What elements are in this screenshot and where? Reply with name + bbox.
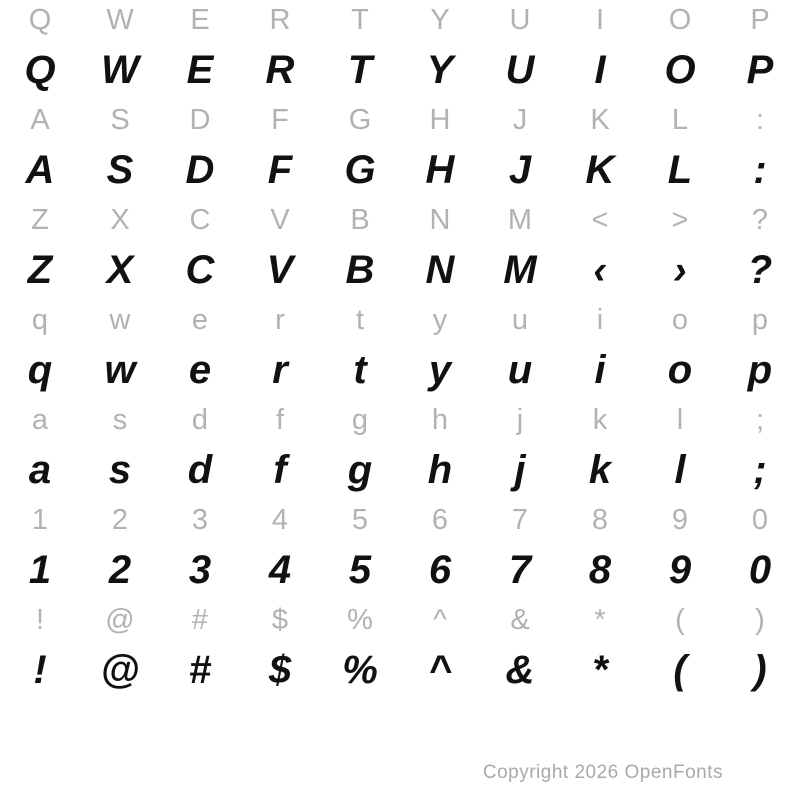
glyph-cell: f	[273, 448, 287, 492]
glyph-cell: q	[27, 348, 53, 392]
glyph-cell: ^	[433, 603, 447, 636]
glyph-cell: d	[187, 448, 213, 492]
glyph-cell: f	[275, 403, 285, 436]
glyph-cell: 1	[31, 503, 49, 536]
glyph-cell: s	[112, 403, 128, 436]
glyph-row-reference	[0, 100, 800, 140]
glyph-cell: p	[747, 348, 773, 392]
glyph-cell: i	[594, 348, 606, 392]
glyph-cell: N	[425, 248, 455, 292]
glyph-cell: y	[428, 348, 452, 392]
glyph-cell: 0	[751, 503, 769, 536]
glyph-cell: u	[507, 348, 533, 392]
glyph-cell: S	[106, 148, 134, 192]
glyph-row-pair-lowercase-home-row	[0, 400, 800, 500]
glyph-cell: Q	[24, 48, 56, 92]
glyph-cell: M	[507, 203, 533, 236]
glyph-cell: <	[591, 203, 609, 236]
glyph-cell: V	[270, 203, 290, 236]
glyph-cell: 6	[428, 548, 452, 592]
glyph-cell: R	[265, 48, 295, 92]
glyph-cell: h	[427, 448, 453, 492]
glyph-cell: (	[673, 648, 687, 692]
glyph-cell: &	[510, 603, 530, 636]
glyph-cell: j	[516, 403, 524, 436]
glyph-row-pair-uppercase-qwerty-row	[0, 0, 800, 100]
glyph-cell: M	[503, 248, 537, 292]
glyph-row-specimen	[0, 440, 800, 500]
glyph-cell: H	[425, 148, 455, 192]
glyph-cell: l	[674, 448, 686, 492]
glyph-cell: o	[667, 348, 693, 392]
glyph-cell: @	[100, 648, 140, 692]
glyph-row-reference	[0, 200, 800, 240]
glyph-cell: Y	[430, 3, 450, 36]
glyph-cell: %	[342, 648, 378, 692]
glyph-cell: K	[585, 148, 615, 192]
glyph-cell: p	[751, 303, 769, 336]
glyph-cell: Z	[27, 248, 53, 292]
glyph-cell: G	[344, 148, 376, 192]
glyph-cell: J	[508, 148, 532, 192]
glyph-cell: q	[31, 303, 49, 336]
glyph-cell: B	[350, 203, 370, 236]
glyph-row-specimen	[0, 640, 800, 700]
glyph-cell: ?	[747, 248, 773, 292]
glyph-cell: T	[347, 48, 373, 92]
glyph-cell: A	[25, 148, 55, 192]
glyph-cell: 2	[108, 548, 132, 592]
glyph-cell: 3	[188, 548, 212, 592]
glyph-cell: @	[105, 603, 135, 636]
glyph-cell: S	[110, 103, 130, 136]
glyph-cell: r	[272, 348, 288, 392]
glyph-cell: 9	[668, 548, 692, 592]
glyph-row-reference	[0, 500, 800, 540]
glyph-row-specimen	[0, 140, 800, 200]
glyph-cell: 3	[191, 503, 209, 536]
glyph-row-pair-symbols-row	[0, 600, 800, 700]
glyph-cell: ‹	[593, 248, 607, 292]
glyph-cell: )	[755, 603, 765, 636]
glyph-cell: F	[271, 103, 289, 136]
glyph-cell: k	[588, 448, 612, 492]
glyph-cell: 5	[348, 548, 372, 592]
glyph-cell: 2	[111, 503, 129, 536]
glyph-row-specimen	[0, 540, 800, 600]
glyph-cell: 8	[591, 503, 609, 536]
glyph-cell: D	[185, 148, 215, 192]
glyph-row-reference	[0, 600, 800, 640]
glyph-cell: 8	[588, 548, 612, 592]
glyph-cell: %	[347, 603, 373, 636]
glyph-cell: 4	[271, 503, 289, 536]
glyph-cell: V	[266, 248, 294, 292]
glyph-cell: L	[671, 103, 689, 136]
glyph-cell: 0	[748, 548, 772, 592]
glyph-cell: I	[594, 48, 606, 92]
glyph-cell: C	[185, 248, 215, 292]
glyph-cell: 6	[431, 503, 449, 536]
glyph-cell: s	[108, 448, 132, 492]
glyph-cell: C	[189, 203, 211, 236]
glyph-cell: ;	[755, 403, 765, 436]
glyph-row-specimen	[0, 340, 800, 400]
glyph-cell: ›	[673, 248, 687, 292]
glyph-cell: t	[355, 303, 365, 336]
glyph-cell: w	[104, 348, 136, 392]
glyph-cell: P	[750, 3, 770, 36]
glyph-cell: O	[664, 48, 696, 92]
glyph-cell: j	[514, 448, 526, 492]
glyph-cell: k	[592, 403, 608, 436]
glyph-cell: h	[431, 403, 449, 436]
glyph-row-pair-uppercase-home-row	[0, 100, 800, 200]
glyph-cell: g	[351, 403, 369, 436]
glyph-cell: u	[511, 303, 529, 336]
glyph-row-specimen	[0, 40, 800, 100]
glyph-cell: 7	[508, 548, 532, 592]
glyph-cell: R	[269, 3, 291, 36]
glyph-cell: D	[189, 103, 211, 136]
glyph-cell: d	[191, 403, 209, 436]
glyph-cell: W	[101, 48, 139, 92]
glyph-cell: X	[106, 248, 134, 292]
glyph-cell: ?	[751, 203, 769, 236]
glyph-cell: t	[353, 348, 367, 392]
glyph-cell: 5	[351, 503, 369, 536]
glyph-cell: $	[268, 648, 292, 692]
glyph-cell: A	[30, 103, 50, 136]
glyph-cell: a	[31, 403, 49, 436]
glyph-cell: T	[351, 3, 369, 36]
glyph-cell: :	[753, 148, 767, 192]
glyph-cell: O	[668, 3, 692, 36]
glyph-cell: ^	[428, 648, 452, 692]
glyph-cell: *	[594, 603, 606, 636]
glyph-cell: Q	[28, 3, 52, 36]
glyph-cell: !	[35, 603, 45, 636]
glyph-cell: o	[671, 303, 689, 336]
glyph-cell: #	[191, 603, 209, 636]
glyph-cell: )	[753, 648, 767, 692]
glyph-cell: B	[345, 248, 375, 292]
glyph-row-specimen	[0, 240, 800, 300]
glyph-cell: W	[106, 3, 134, 36]
glyph-cell: a	[28, 448, 52, 492]
glyph-cell: Z	[31, 203, 49, 236]
glyph-cell: r	[275, 303, 285, 336]
glyph-cell: U	[509, 3, 531, 36]
glyph-row-pair-lowercase-qwerty-row	[0, 300, 800, 400]
glyph-cell: 7	[511, 503, 529, 536]
glyph-cell: w	[109, 303, 131, 336]
glyph-cell: e	[191, 303, 209, 336]
glyph-cell: Y	[426, 48, 454, 92]
glyph-cell: H	[429, 103, 451, 136]
glyph-cell: #	[188, 648, 212, 692]
glyph-cell: >	[671, 203, 689, 236]
glyph-cell: $	[271, 603, 289, 636]
glyph-cell: g	[347, 448, 373, 492]
glyph-cell: K	[590, 103, 610, 136]
glyph-cell: U	[505, 48, 535, 92]
glyph-cell: (	[675, 603, 685, 636]
glyph-row-reference	[0, 0, 800, 40]
glyph-cell: :	[755, 103, 765, 136]
glyph-row-reference	[0, 300, 800, 340]
glyph-cell: i	[596, 303, 604, 336]
glyph-cell: *	[592, 648, 608, 692]
glyph-cell: X	[110, 203, 130, 236]
glyph-cell: !	[33, 648, 47, 692]
glyph-cell: l	[676, 403, 684, 436]
glyph-cell: P	[746, 48, 774, 92]
glyph-cell: N	[429, 203, 451, 236]
glyph-row-pair-uppercase-bottom-row	[0, 200, 800, 300]
glyph-cell: 1	[28, 548, 52, 592]
glyph-cell: y	[432, 303, 448, 336]
glyph-row-reference	[0, 400, 800, 440]
glyph-cell: &	[505, 648, 535, 692]
glyph-cell: G	[348, 103, 372, 136]
glyph-cell: L	[667, 148, 693, 192]
glyph-cell: 4	[268, 548, 292, 592]
glyph-cell: F	[267, 148, 293, 192]
glyph-cell: ;	[753, 448, 767, 492]
glyph-cell: 9	[671, 503, 689, 536]
glyph-cell: I	[595, 3, 605, 36]
glyph-cell: J	[512, 103, 528, 136]
glyph-row-pair-digits-row	[0, 500, 800, 600]
glyph-cell: E	[190, 3, 210, 36]
glyph-cell: e	[188, 348, 212, 392]
glyph-cell: E	[186, 48, 214, 92]
copyright-text: Copyright 2026 OpenFonts	[482, 762, 723, 783]
